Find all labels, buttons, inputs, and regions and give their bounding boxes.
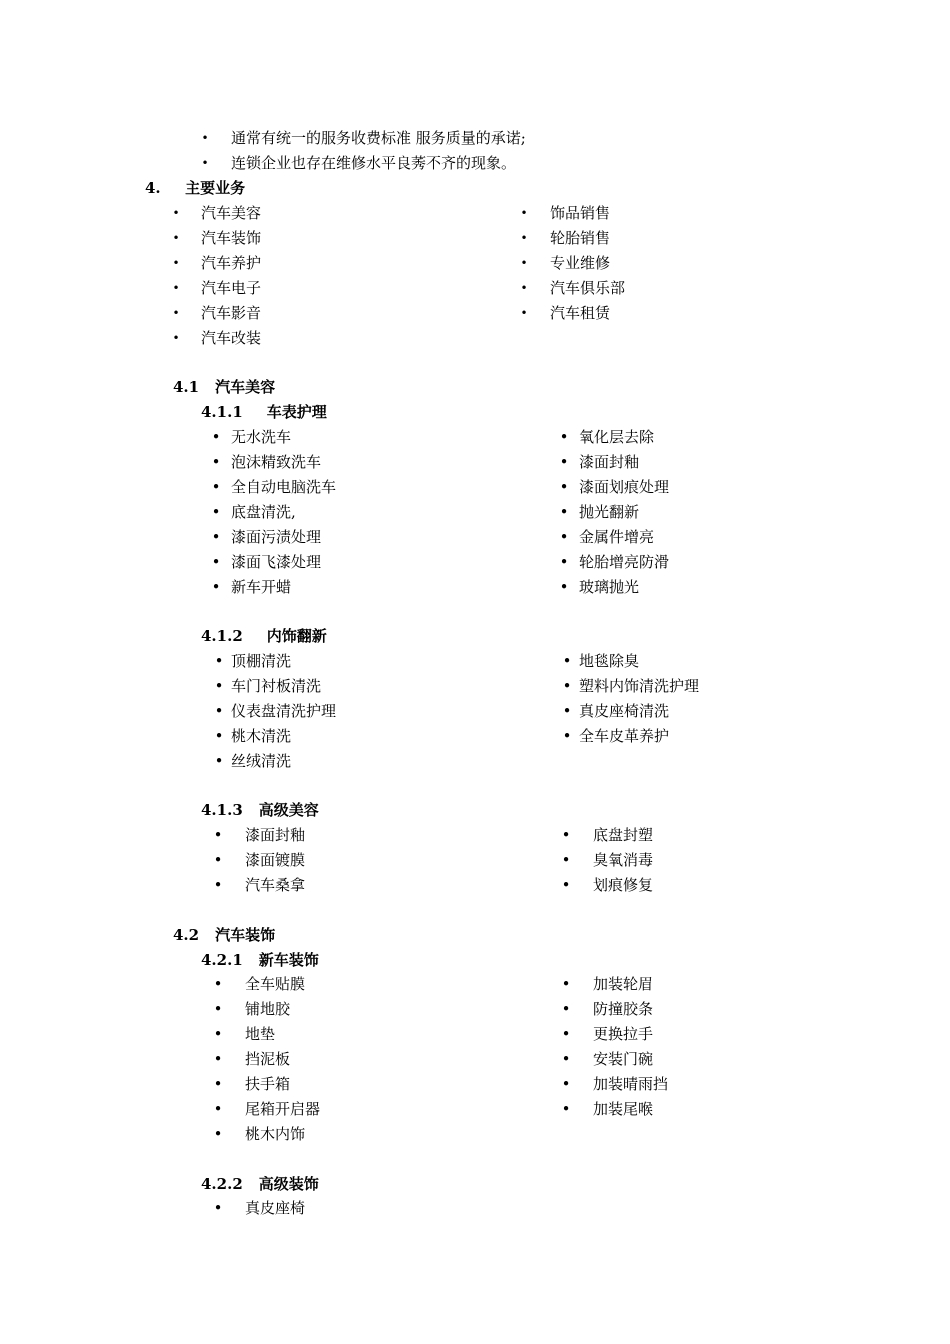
bullet-icon: • <box>559 453 569 471</box>
bullet-icon: • <box>561 1075 571 1093</box>
list-item: 桃木内饰 <box>245 1125 306 1143</box>
bullet-icon: • <box>520 256 528 270</box>
list-item: 桃木清洗 <box>231 727 292 745</box>
list-item: 漆面划痕处理 <box>579 478 670 496</box>
list-item: 底盘封塑 <box>593 826 654 844</box>
bullet-icon: • <box>213 826 223 844</box>
bullet-icon: • <box>214 752 224 770</box>
list-item: 地垫 <box>245 1025 276 1043</box>
list-item: 专业维修 <box>550 254 611 272</box>
section-title: 汽车美容 <box>215 378 276 396</box>
bullet-icon: • <box>520 306 528 320</box>
list-item: 防撞胶条 <box>593 1000 654 1018</box>
section-4-1-2-heading <box>201 624 327 648</box>
list-item: 划痕修复 <box>593 876 654 894</box>
bullet-icon: • <box>172 231 180 245</box>
section-4-2-heading <box>173 923 275 947</box>
bullet-icon: • <box>201 131 209 145</box>
bullet-icon: • <box>561 876 571 894</box>
bullet-icon: • <box>520 206 528 220</box>
section-title: 高级装饰 <box>258 1175 319 1193</box>
bullet-icon: • <box>213 1100 223 1118</box>
list-item: 真皮座椅清洗 <box>579 702 670 720</box>
bullet-icon: • <box>211 553 221 571</box>
bullet-icon: • <box>213 1025 223 1043</box>
list-item: 汽车养护 <box>201 254 262 272</box>
section-title: 车表护理 <box>266 403 327 421</box>
bullet-icon: • <box>559 428 569 446</box>
list-item: 泡沫精致洗车 <box>231 453 322 471</box>
section-number: 4. <box>145 179 161 197</box>
bullet-icon: • <box>559 478 569 496</box>
section-4-heading <box>145 176 245 200</box>
bullet-icon: • <box>562 727 572 745</box>
list-item: 丝绒清洗 <box>231 752 292 770</box>
bullet-icon: • <box>561 975 571 993</box>
bullet-icon: • <box>211 503 221 521</box>
list-item: 漆面污渍处理 <box>231 528 322 546</box>
section-title: 主要业务 <box>185 179 246 197</box>
list-item: 新车开蜡 <box>231 578 292 596</box>
list-item: 车门衬板清洗 <box>231 677 322 695</box>
bullet-icon: • <box>211 478 221 496</box>
list-item: 加装轮眉 <box>593 975 654 993</box>
list-item: 尾箱开启器 <box>245 1100 321 1118</box>
list-item: 塑料内饰清洗护理 <box>579 677 700 695</box>
bullet-icon: • <box>561 1100 571 1118</box>
list-item: 更换拉手 <box>593 1025 654 1043</box>
bullet-icon: • <box>562 702 572 720</box>
section-number: 4.1.3 <box>201 801 243 819</box>
bullet-icon: • <box>213 1000 223 1018</box>
list-item: 漆面封釉 <box>579 453 640 471</box>
list-item: 铺地胶 <box>245 1000 291 1018</box>
list-item: 漆面封釉 <box>245 826 306 844</box>
list-item: 加装尾喉 <box>593 1100 654 1118</box>
bullet-icon: • <box>211 428 221 446</box>
list-item: 全车贴膜 <box>245 975 306 993</box>
list-item: 挡泥板 <box>245 1050 291 1068</box>
bullet-icon: • <box>213 1050 223 1068</box>
bullet-icon: • <box>214 677 224 695</box>
bullet-icon: • <box>520 231 528 245</box>
bullet-icon: • <box>213 851 223 869</box>
section-4-1-1-heading <box>201 400 327 424</box>
bullet-icon: • <box>211 528 221 546</box>
bullet-icon: • <box>213 1075 223 1093</box>
section-number: 4.1.1 <box>201 403 243 421</box>
list-item: 扶手箱 <box>245 1075 291 1093</box>
section-number: 4.2.2 <box>201 1175 243 1193</box>
list-item: 汽车租赁 <box>550 304 611 322</box>
list-item: 轮胎增亮防滑 <box>579 553 670 571</box>
bullet-icon: • <box>561 1025 571 1043</box>
bullet-icon: • <box>214 702 224 720</box>
section-4-2-1-heading <box>201 948 319 972</box>
section-title: 内饰翻新 <box>266 627 327 645</box>
list-item: 玻璃抛光 <box>579 578 640 596</box>
bullet-icon: • <box>561 1050 571 1068</box>
bullet-icon: • <box>172 256 180 270</box>
section-number: 4.1 <box>173 378 200 396</box>
list-item: 底盘清洗, <box>231 503 296 521</box>
section-title: 新车装饰 <box>258 951 319 969</box>
list-item: 漆面镀膜 <box>245 851 306 869</box>
list-item: 全车皮革养护 <box>579 727 670 745</box>
bullet-icon: • <box>559 578 569 596</box>
section-title: 高级美容 <box>258 801 319 819</box>
list-item: 汽车改装 <box>201 329 262 347</box>
list-item: 安装门碗 <box>593 1050 654 1068</box>
bullet-icon: • <box>561 1000 571 1018</box>
section-title: 汽车装饰 <box>215 926 276 944</box>
list-item: 汽车装饰 <box>201 229 262 247</box>
bullet-icon: • <box>213 876 223 894</box>
list-item: 轮胎销售 <box>550 229 611 247</box>
list-item: 汽车影音 <box>201 304 262 322</box>
bullet-icon: • <box>214 652 224 670</box>
bullet-icon: • <box>213 975 223 993</box>
section-number: 4.2 <box>173 926 200 944</box>
bullet-icon: • <box>213 1199 223 1217</box>
bullet-icon: • <box>211 578 221 596</box>
bullet-icon: • <box>562 677 572 695</box>
list-item: 金属件增亮 <box>579 528 655 546</box>
bullet-icon: • <box>172 206 180 220</box>
list-item: 全自动电脑洗车 <box>231 478 337 496</box>
section-number: 4.1.2 <box>201 627 243 645</box>
bullet-icon: • <box>561 826 571 844</box>
bullet-icon: • <box>172 306 180 320</box>
list-item: 真皮座椅 <box>245 1199 306 1217</box>
list-item: 臭氧消毒 <box>593 851 654 869</box>
list-item: 顶棚清洗 <box>231 652 292 670</box>
bullet-icon: • <box>214 727 224 745</box>
section-4-2-2-heading <box>201 1172 319 1196</box>
list-item: 无水洗车 <box>231 428 292 446</box>
section-number: 4.2.1 <box>201 951 243 969</box>
bullet-icon: • <box>561 851 571 869</box>
bullet-icon: • <box>562 652 572 670</box>
bullet-icon: • <box>172 331 180 345</box>
section-4-1-heading <box>173 375 275 399</box>
bullet-icon: • <box>211 453 221 471</box>
list-item: 漆面飞漆处理 <box>231 553 322 571</box>
list-item: 汽车桑拿 <box>245 876 306 894</box>
list-item: 汽车美容 <box>201 204 262 222</box>
bullet-icon: • <box>559 528 569 546</box>
bullet-icon: • <box>559 503 569 521</box>
list-item: 汽车电子 <box>201 279 262 297</box>
section-4-1-3-heading <box>201 798 319 822</box>
list-item: 饰品销售 <box>550 204 611 222</box>
bullet-icon: • <box>201 156 209 170</box>
list-item: 通常有统一的服务收费标准 服务质量的承诺; <box>231 129 526 147</box>
bullet-icon: • <box>172 281 180 295</box>
bullet-icon: • <box>213 1125 223 1143</box>
list-item: 氧化层去除 <box>579 428 655 446</box>
list-item: 仪表盘清洗护理 <box>231 702 337 720</box>
list-item: 汽车俱乐部 <box>550 279 626 297</box>
bullet-icon: • <box>520 281 528 295</box>
list-item: 连锁企业也存在维修水平良莠不齐的现象。 <box>231 154 517 172</box>
bullet-icon: • <box>559 553 569 571</box>
list-item: 地毯除臭 <box>579 652 640 670</box>
list-item: 抛光翻新 <box>579 503 640 521</box>
list-item: 加装晴雨挡 <box>593 1075 669 1093</box>
